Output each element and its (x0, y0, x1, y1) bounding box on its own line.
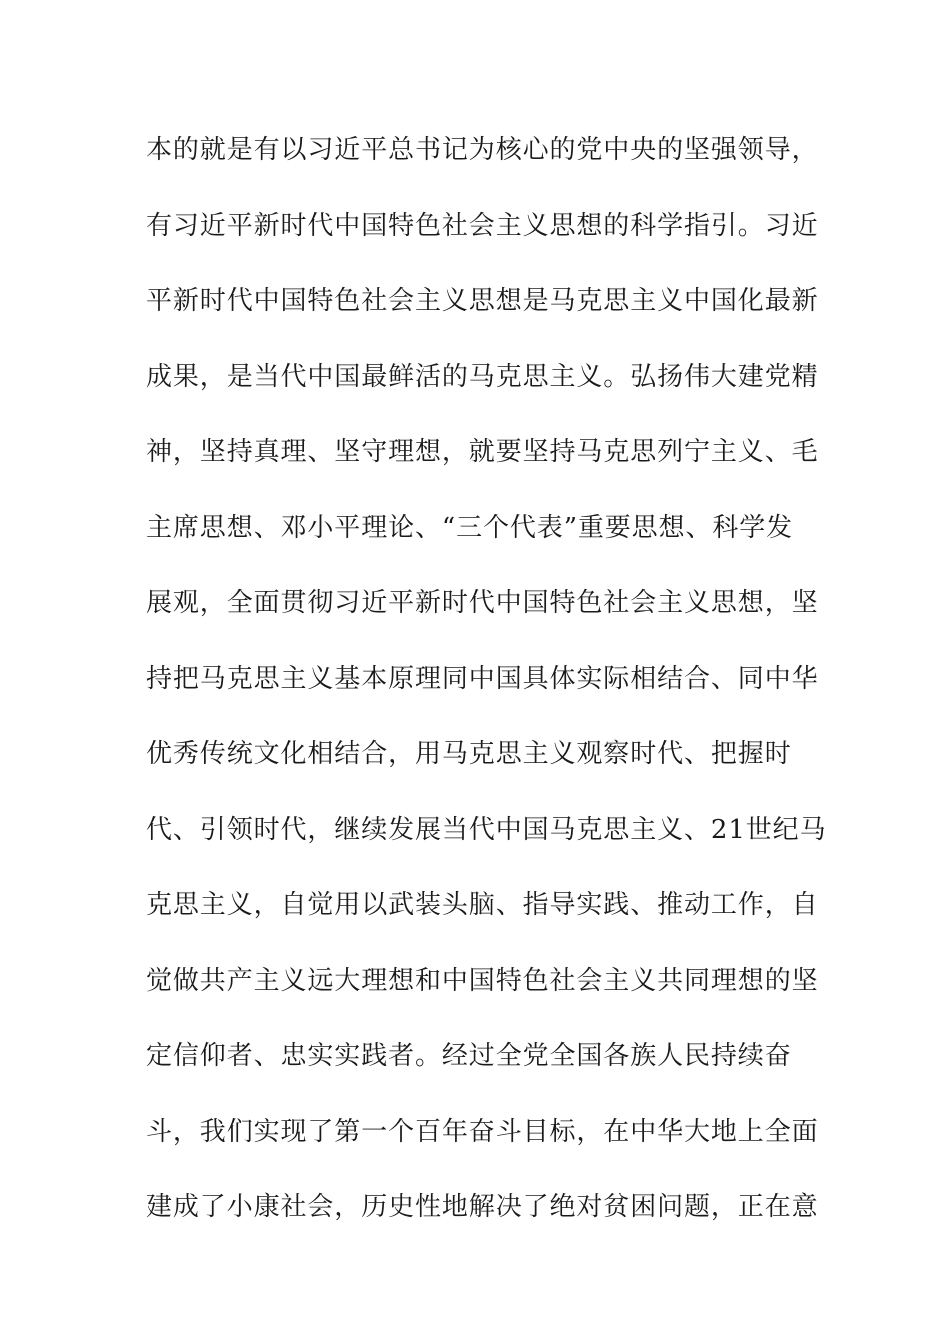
text-line: 展观，全面贯彻习近平新时代中国特色社会主义思想，坚 (146, 588, 819, 618)
text-line: 斗，我们实现了第一个百年奋斗目标，在中华大地上全面 (146, 1116, 819, 1147)
text-line: 建成了小康社会，历史性地解决了绝对贫困问题，正在意 (146, 1192, 819, 1222)
body-text (146, 130, 827, 1263)
text-line: 觉做共产主义远大理想和中国特色社会主义共同理想的坚 (146, 965, 819, 996)
text-line: 神，坚持真理、坚守理想，就要坚持马克思列宁主义、毛 (146, 437, 819, 467)
text-line: 定信仰者、忠实实践者。经过全党全国各族人民持续奋 (146, 1041, 792, 1071)
text-line: 主席思想、邓小平理论、“三个代表”重要思想、科学发 (146, 512, 794, 543)
text-line: 克思主义，自觉用以武装头脑、指导实践、推动工作，自 (146, 890, 819, 920)
text-line: 代、引领时代，继续发展当代中国马克思主义、21世纪马 (146, 814, 827, 845)
text-line: 优秀传统文化相结合，用马克思主义观察时代、把握时 (146, 739, 792, 769)
text-line: 持把马克思主义基本原理同中国具体实际相结合、同中华 (146, 663, 819, 694)
text-line: 平新时代中国特色社会主义思想是马克思主义中国化最新 (146, 286, 819, 316)
text-line: 成果，是当代中国最鲜活的马克思主义。弘扬伟大建党精 (146, 361, 819, 392)
text-line: 本的就是有以习近平总书记为核心的党中央的坚强领导， (146, 135, 819, 165)
text-line: 有习近平新时代中国特色社会主义思想的科学指引。习近 (146, 210, 819, 241)
